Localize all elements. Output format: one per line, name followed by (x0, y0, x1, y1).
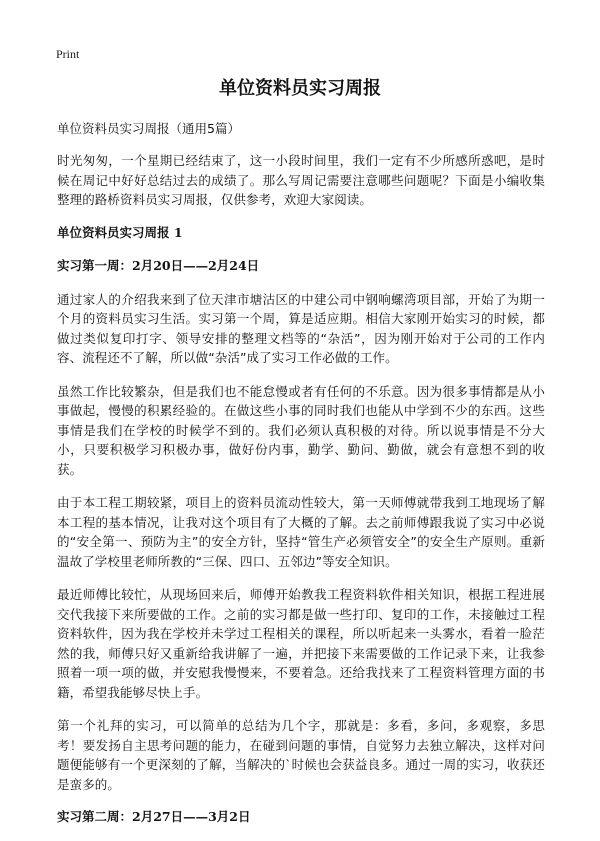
week-1-heading: 实习第一周：2月20日——2月24日 (57, 257, 260, 273)
body-paragraph: 第一个礼拜的实习，可以简单的总结为几个字，那就是：多看，多问，多观察，多思考！要发扬自主思考问题的能力，在碰到问题的事情，自觉努力去独立解决，这样对问题便能够有一个更深刻的了解，当解决的`时候也会获益良多。通过一周的实习，收获还是蛮多的。 (57, 718, 545, 792)
print-link[interactable]: Print (56, 47, 80, 61)
body-paragraph: 由于本工程工期较紧，项目上的资料员流动性较大，第一天师傅就带我到工地现场了解本工程的基本情况，让我对这个项目有了大概的了解。去之前师傅跟我说了实习中必说的“安全第一、预防为主”的安全方针，坚持“管生产必须管安全”的安全生产原则。重新温故了学校里老师所教的“三保、四口、五邻边”等安全知识。 (57, 495, 545, 569)
week-2-heading: 实习第二周：2月27日——3月2日 (57, 809, 251, 824)
section-heading: 单位资料员实习周报 1 (57, 224, 183, 240)
body-paragraph: 虽然工作比较繁杂，但是我们也不能怠慢或者有任何的不乐意。因为很多事情都是从小事做起，慢慢的积累经验的。在做这些小事的同时我们也能从中学到不少的东西。这些事情是我们在学校的时候学不到的。我们必须认真积极的对待。所以说事情是不分大小，只要积极学习积极办事，做好份内事，勤学、勤问、勤做，就会有意想不到的收获。 (57, 383, 545, 477)
body-paragraph: 通过家人的介绍我来到了位天津市塘沽区的中建公司中钢响螺湾项目部，开始了为期一个月的资料员实习生活。实习第一个周，算是适应期。相信大家刚开始实习的时候，都做过类似复印打字、领导安排的整理文档等的“杂活”，因为刚开始对于公司的工作内容、流程还不了解，所以做“杂活”成了实习工作必做的工作。 (57, 291, 545, 365)
page-title: 单位资料员实习周报 (219, 78, 381, 99)
article-body (57, 120, 545, 841)
article-subtitle: 单位资料员实习周报（通用5篇） (57, 121, 240, 136)
intro-paragraph: 时光匆匆，一个星期已经结束了，这一小段时间里，我们一定有不少所感所惑吧，是时候在周记中好好总结过去的成绩了。那么写周记需要注意哪些问题呢？下面是小编收集整理的路桥资料员实习周报，仅供参考，欢迎大家阅读。 (57, 153, 545, 207)
body-paragraph: 最近师傅比较忙，从现场回来后，师傅开始教我工程资料软件相关知识，根据工程进展交代我接下来所要做的工作。之前的实习都是做一些打印、复印的工作，未接触过工程资料软件，因为我在学校并未学过工程相关的课程，所以听起来一头雾水，看着一脸茫然的我，师傅只好又重新给我讲解了一遍，并把接下来需要做的工作记录下来，让我参照着一项一项的做，并安慰我慢慢来，不要着急。还给我找来了工程资料管理方面的书籍，希望我能够尽快上手。 (57, 587, 545, 700)
